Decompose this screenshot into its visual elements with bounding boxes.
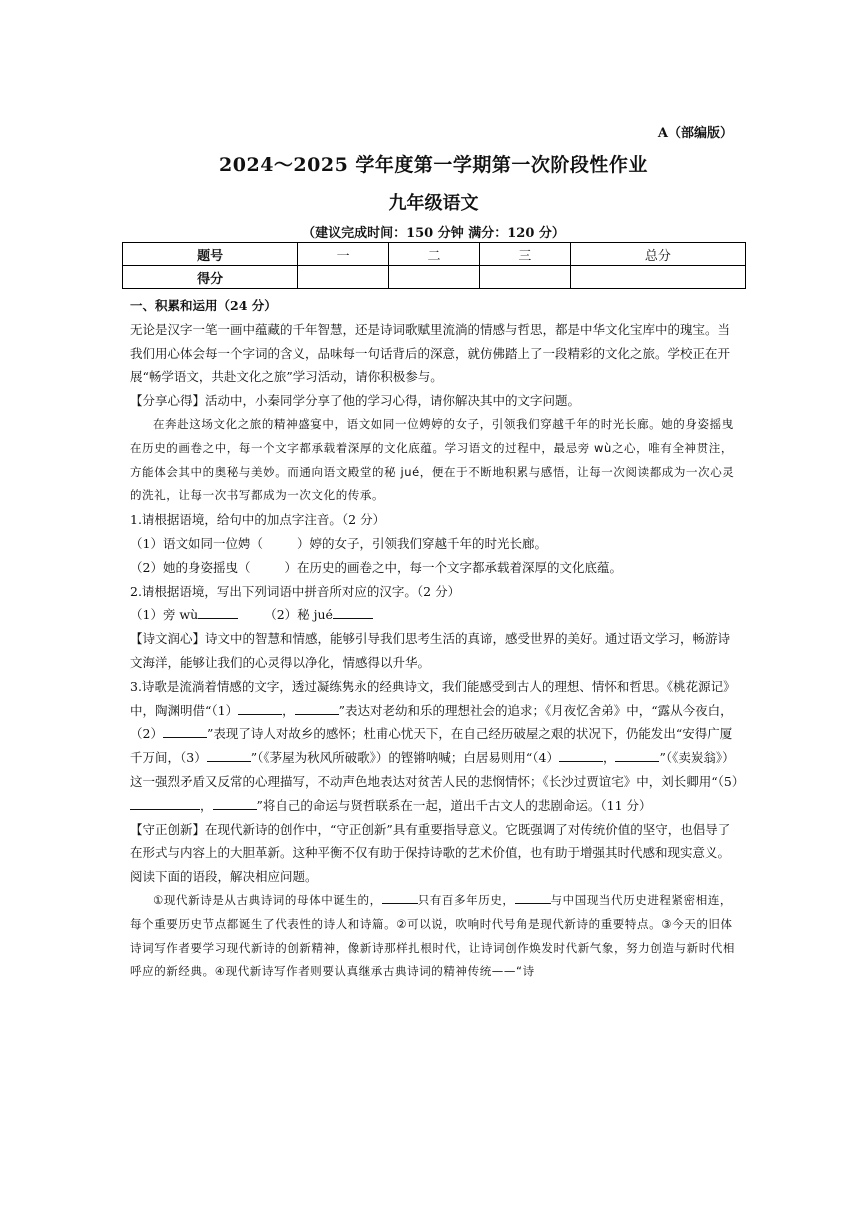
answer-blank[interactable] xyxy=(198,605,238,619)
score-cell: 得分 xyxy=(123,266,298,289)
q1-2-text: （2）她的身姿摇曳（ xyxy=(130,559,251,575)
answer-blank[interactable] xyxy=(207,748,251,762)
share-text: 活动中，小秦同学分享了他的学习心得，请你解决其中的文字问题。 xyxy=(205,393,581,409)
poem-label: 【诗文润心】 xyxy=(130,631,206,647)
question-3: 3.诗歌是流淌着情感的文字，透过凝练隽永的经典诗文，我们能感受到古人的理想、情怀和哲思。《桃花源记》中，陶渊明借“（1） ， ”表达对老幼和乐的理想社会的追求；《月夜忆舍弟》中，“露从今夜白，（2） ”表现了诗人对故乡的感怀；杜甫心忧天下，在自己经历破屋之艰的状况下，仍能发出“安得广厦千万间，（3） ”（《茅屋为秋风所破歌》）的铿锵呐喊；白居易则用“（4） ， ”（《卖炭翁》）这一强烈矛盾又反常的心理描写，不动声色地表达对贫苦人民的悲悯情怀；《长沙过贾谊宅》中，刘长卿用“（5）， ”将自己的命运与贤哲联系在一起，道出千古文人的悲剧命运。（11 分） xyxy=(130,678,745,813)
score-input-cell[interactable] xyxy=(298,266,389,289)
q1-1-text-end: ）婷的女子，引领我们穿越千年的时光长廊。 xyxy=(296,535,547,551)
q3-text: 3.诗歌是流淌着情感的文字，透过凝练隽永的经典诗文，我们能感受到古人的理想、情怀和哲思。《桃花源记》中，陶渊明借“（1） xyxy=(130,678,736,718)
answer-blank[interactable] xyxy=(615,748,659,762)
reading-paragraph xyxy=(130,889,742,984)
score-input-cell[interactable] xyxy=(570,266,745,289)
score-input-cell[interactable] xyxy=(479,266,570,289)
section-heading: 一、积累和运用（24 分） xyxy=(130,298,277,313)
answer-blank[interactable] xyxy=(163,724,207,738)
reading-intro: 阅读下面的语段，解决相应问题。 xyxy=(130,869,318,885)
poem-paragraph xyxy=(130,627,742,675)
question-1-2 xyxy=(130,556,742,580)
answer-blank[interactable] xyxy=(382,890,418,904)
innovation-label: 【守正创新】 xyxy=(130,821,206,837)
poem-text: 诗文中的智慧和情感，能够引导我们思考生活的真谛，感受世界的美好。通过语文学习，畅游诗文海洋，能够让我们的心灵得以净化，情感得以升华。 xyxy=(130,631,731,670)
q2-2-text: （2）秘 jué xyxy=(264,607,333,623)
answer-blank[interactable] xyxy=(213,796,257,810)
question-1: 1.请根据语境，给句中的加点字注音。（2 分） xyxy=(130,512,386,528)
question-2-items xyxy=(130,603,742,627)
score-cell: 总分 xyxy=(570,243,745,266)
answer-blank[interactable] xyxy=(238,701,282,715)
answer-blank[interactable] xyxy=(515,890,551,904)
page-subtitle: 九年级语文 xyxy=(388,193,479,214)
page-title: 2024～2025 学年度第一学期第一次阶段性作业 xyxy=(219,154,648,176)
answer-blank[interactable] xyxy=(333,605,373,619)
score-cell: 题号 xyxy=(123,243,298,266)
innovation-paragraph xyxy=(130,818,742,866)
score-table-header-row xyxy=(123,243,746,266)
score-cell: 一 xyxy=(298,243,389,266)
answer-blank[interactable] xyxy=(559,748,603,762)
answer-blank[interactable] xyxy=(130,796,200,810)
q1-2-text-end: ）在历史的画卷之中，每一个文字都承载着深厚的文化底蕴。 xyxy=(284,559,622,575)
para-text: 只有百多年历史， xyxy=(417,892,515,907)
q3-text: ”表现了诗人对故乡的感怀；杜甫心忧天下，在自己经历破屋之艰的状况下，仍能发出“安得广厦千万间，（3） xyxy=(130,726,733,766)
score-input-cell[interactable] xyxy=(389,266,480,289)
q1-1-text: （1）语文如同一位娉（ xyxy=(130,535,263,551)
answer-blank[interactable] xyxy=(295,701,339,715)
innovation-text: 在现代新诗的创作中，“守正创新”具有重要指导意义。它既强调了对传统价值的坚守，也倡导了在形式与内容上的大胆革新。这种平衡不仅有助于保持诗歌的艺术价值，也有助于增强其时代感和现实意义。 xyxy=(130,821,731,861)
q2-1-text: （1）旁 wù xyxy=(130,607,199,623)
edition-label: A（部编版） xyxy=(657,126,733,141)
share-paragraph xyxy=(130,389,742,413)
score-cell: 二 xyxy=(389,243,480,266)
score-table xyxy=(122,242,746,289)
intro-paragraph: 无论是汉字一笔一画中蕴藏的千年智慧，还是诗词歌赋里流淌的情感与哲思，都是中华文化宝库中的瑰宝。当我们用心体会每一个字词的含义，品味每一句话背后的深意，就仿佛踏上了一段精彩的文化之旅。学校正在开展“畅学语文，共赴文化之旅”学习活动，请你积极参与。 xyxy=(130,321,731,385)
share-label: 【分享心得】 xyxy=(130,393,206,409)
q3-text: ”（《茅屋为秋风所破歌》）的铿锵呐喊；白居易则用“（4） xyxy=(250,750,559,766)
q3-text: ”将自己的命运与贤哲联系在一起，道出千古文人的悲剧命运。（11 分） xyxy=(256,797,652,813)
question-1-1 xyxy=(130,532,742,556)
section-one xyxy=(130,294,745,984)
time-score-note: （建议完成时间：150 分钟 满分：120 分） xyxy=(302,226,565,241)
question-2: 2.请根据语境，写出下列词语中拼音所对应的汉字。（2 分） xyxy=(130,583,461,599)
q3-text: ”（《卖炭翁》）这一强烈矛盾又反常的心理描写，不动声色地表达对贫苦人民的悲悯情怀；《长沙过贾谊宅》中，刘长卿用“（5） xyxy=(130,750,745,789)
para-text: ①现代新诗是从古典诗词的母体中诞生的， xyxy=(153,892,382,907)
score-cell: 三 xyxy=(479,243,570,266)
q3-text: ”表达对老幼和乐的理想社会的追求；《月夜忆舍弟》中，“露从今夜白，（2） xyxy=(130,702,733,742)
reading-passage: 在奔赴这场文化之旅的精神盛宴中，语文如同一位娉婷的女子，引领我们穿越千年的时光长廊。她的身姿摇曳在历史的画卷之中，每一个文字都承载着深厚的文化底蕴。学习语文的过程中，最忌旁 wù之心，唯有全神贯注，方能体会其中的奥秘与美妙。而通向语文殿堂的秘 jué，便在于不断地积累与感悟，让每一次阅读都成为一次心灵的洗礼，让每一次书写都成为一次文化的传承。 xyxy=(130,416,735,503)
score-table-score-row xyxy=(123,266,746,289)
para-text: 与中国现当代历史进程紧密相连，每个重要历史节点都诞生了代表性的诗人和诗篇。②可以说，吹响时代号角是现代新诗的重要特点。③今天的旧体诗词写作者要学习现代新诗的创新精神，像新诗那样扎根时代，让诗词创作焕发时代新气象，努力创造与新时代相呼应的新经典。④现代新诗写作者则要认真继承古典诗词的精神传统——“诗 xyxy=(130,892,735,979)
